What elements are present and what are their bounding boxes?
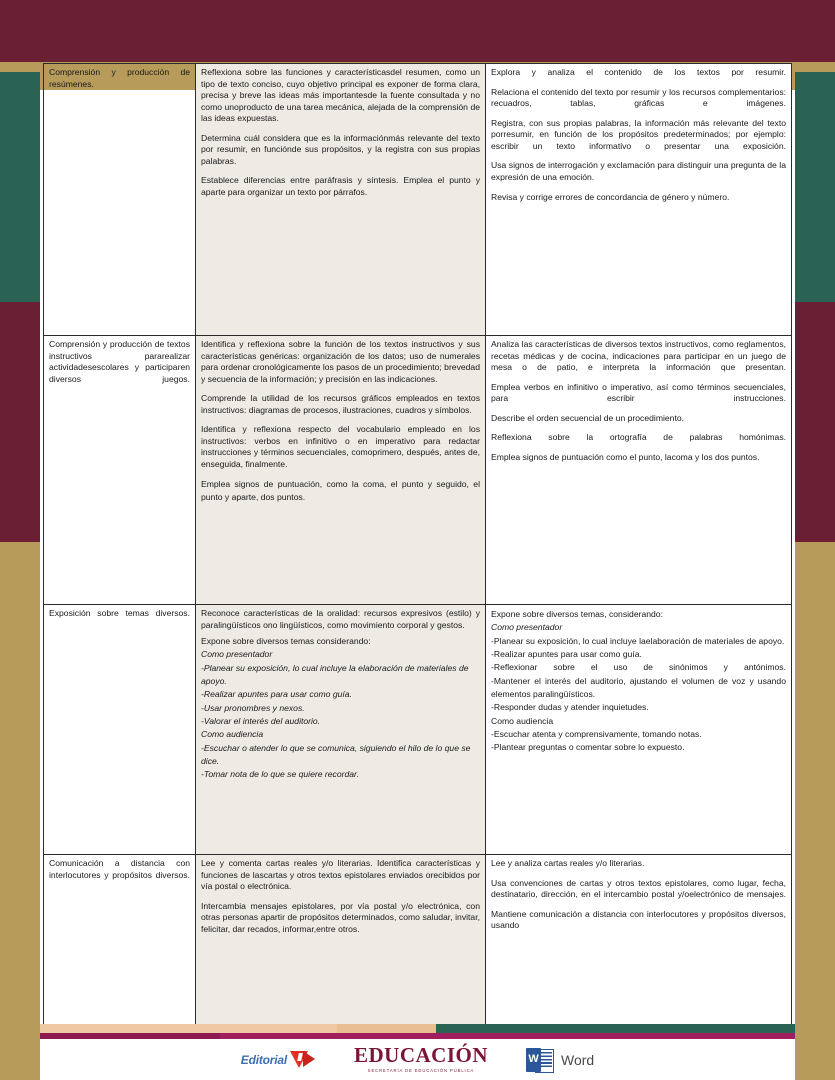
paragraph: -Mantener el interés del auditorio, ajustando el volumen de voz y usando elementos paralingüísticos. bbox=[491, 675, 786, 699]
word-icon bbox=[526, 1048, 554, 1072]
paragraph: Lee y comenta cartas reales y/o literarias. Identifica características y funciones de lascartas y otros textos epistolares enviados orecibidos por vía postal o electrónica. bbox=[201, 858, 480, 892]
paragraph: Como presentador bbox=[491, 622, 563, 633]
footer-teal-stripe bbox=[436, 1024, 795, 1033]
cell-topic bbox=[44, 605, 196, 855]
paragraph: Intercambia mensajes epistolares, por vía postal y/o electrónica, con otras personas apartir de propósitos determinados, como saludar, invitar, felicitar, dar recados, informar,entre otros. bbox=[201, 900, 480, 934]
paragraph: -Usar pronombres y nexos. bbox=[201, 702, 305, 713]
word-label: Word bbox=[561, 1051, 595, 1068]
paragraph: Usa signos de interrogación y exclamación para distinguir una pregunta de la expresión de una emoción. bbox=[491, 160, 786, 182]
paragraph: Reconoce características de la oralidad: recursos expresivos (estilo) y paralingüísticos ono lingüísticos, como movimiento corporal y gestos. bbox=[201, 608, 480, 630]
word-icon-letter: W bbox=[528, 1053, 539, 1065]
paragraph: Relaciona el contenido del texto por resumir y los recursos complementarios: recuadros, tablas, gráficas e imágenes. bbox=[491, 86, 786, 109]
paragraph: Como audiencia bbox=[491, 715, 554, 726]
cell-topic bbox=[44, 336, 196, 605]
editorial-md-logo bbox=[241, 1049, 316, 1071]
paragraph: -Escuchar o atender lo que se comunica, siguiendo el hilo de lo que se dice. bbox=[201, 742, 471, 766]
curriculum-table bbox=[43, 63, 792, 1027]
paragraph: -Plantear preguntas o comentar sobre lo expuesto. bbox=[491, 742, 685, 753]
paragraph: -Planear su exposición, lo cual incluye la elaboración de materiales de apoyo. bbox=[201, 662, 469, 686]
paragraph: Comprende la utilidad de los recursos gráficos empleados en textos instructivos: diagramas de procesos, ilustraciones, cuadros y símbolos. bbox=[201, 393, 480, 415]
topic-text: Comprensión y producción de resúmenes. bbox=[49, 67, 190, 89]
paragraph: Como presentador bbox=[201, 649, 273, 660]
footer-peach-stripe bbox=[40, 1024, 337, 1033]
cell-topic bbox=[44, 855, 196, 1027]
table-row bbox=[44, 64, 792, 336]
editorial-logo-text: Editorial bbox=[240, 1052, 287, 1067]
paragraph: Determina cuál considera que es la informaciónmás relevante del texto por resumir, en funciónde sus propósitos, y la registra con sus propias palabras. bbox=[201, 132, 480, 166]
cell-content-b bbox=[196, 64, 486, 336]
educacion-title: EDUCACIÓN bbox=[354, 1043, 489, 1068]
table-row bbox=[44, 336, 792, 605]
paragraph: -Planear su exposición, lo cual incluye laelaboración de materiales de apoyo. bbox=[491, 635, 785, 646]
content-sheet bbox=[40, 62, 795, 1024]
paragraph: Explora y analiza el contenido de los textos por resumir. bbox=[491, 67, 786, 77]
md-arrow-icon bbox=[290, 1049, 316, 1071]
paragraph: Identifica y reflexiona sobre la función de los textos instructivos y sus características genéricas: organización de los datos; uso de numerales para ordenar cronológicamente los pasos de un procedimiento; brevedad y secuencia de la información; y precisión en las indicaciones. bbox=[201, 339, 480, 384]
paragraph: -Responder dudas y atender inquietudes. bbox=[491, 702, 649, 713]
paragraph: Identifica y reflexiona respecto del vocabulario empleado en los instructivos: verbos en infinitivo o en imperativo para redactar instrucciones y términos secuenciales, comoprimero, después, antes de, enseguida, finalmente. bbox=[201, 424, 480, 469]
word-logo bbox=[526, 1048, 594, 1072]
left-band-maroon bbox=[0, 302, 40, 542]
topic-text: Exposición sobre temas diversos. bbox=[49, 608, 190, 618]
cell-content-b bbox=[196, 605, 486, 855]
left-band-teal bbox=[0, 72, 40, 302]
table-row bbox=[44, 855, 792, 1027]
footer-logo-row bbox=[40, 1039, 795, 1080]
paragraph: Revisa y corrige errores de concordancia de género y número. bbox=[491, 192, 730, 203]
paragraph: -Reflexionar sobre el uso de sinónimos y antónimos. bbox=[491, 662, 786, 673]
cell-content-c bbox=[486, 605, 792, 855]
paragraph: Como audiencia bbox=[201, 729, 264, 740]
right-band-gold bbox=[795, 542, 835, 1080]
paragraph: Emplea verbos en infinitivo o imperativo, así como términos secuenciales, para escribir instrucciones. bbox=[491, 381, 786, 404]
cell-topic bbox=[44, 64, 196, 336]
paragraph: Usa convenciones de cartas y otros textos epistolares, como lugar, fecha, destinatario, dirección, en el intercambio postal y/oelectrónico de mensajes. bbox=[491, 877, 786, 900]
footer-peach-stripe-2 bbox=[337, 1024, 436, 1033]
paragraph: -Realizar apuntes para usar como guía. bbox=[491, 648, 642, 659]
right-decorative-edge bbox=[795, 72, 835, 1080]
paragraph: Expone sobre diversos temas considerando: bbox=[201, 636, 371, 647]
paragraph: Establece diferencias entre paráfrasis y síntesis. Emplea el punto y aparte para organizar un texto por párrafos. bbox=[201, 175, 480, 197]
paragraph: Lee y analiza cartas reales y/o literarias. bbox=[491, 858, 645, 868]
right-band-teal bbox=[795, 72, 835, 302]
topic-text: Comprensión y producción de textos instructivos pararealizar actividadesescolares y participaren diversos juegos. bbox=[49, 339, 190, 384]
paragraph: Reflexiona sobre la ortografía de palabras homónimas. bbox=[491, 432, 786, 443]
paragraph: -Valorar el interés del auditorio. bbox=[201, 715, 321, 726]
paragraph: Expone sobre diversos temas, considerando: bbox=[491, 609, 663, 619]
right-band-maroon bbox=[795, 302, 835, 542]
paragraph: Describe el orden secuencial de un procedimiento. bbox=[491, 412, 684, 423]
paragraph: Reflexiona sobre las funciones y característicasdel resumen, como un tipo de texto conciso, cuyo objetivo principal es exponer de forma clara, precisa y breve las ideas más importantesde la fuente consultada y no como unoproducto de una tarea mecánica, alejada de la comprensión de las ideas expuestas. bbox=[201, 67, 480, 124]
educacion-subtitle: SECRETARÍA DE EDUCACIÓN PÚBLICA bbox=[367, 1068, 475, 1074]
left-decorative-edge bbox=[0, 72, 40, 1080]
paragraph: Emplea signos de puntuación, como la coma, el punto y seguido, el punto y aparte, dos puntos. bbox=[201, 479, 480, 503]
page-footer bbox=[0, 1024, 835, 1080]
left-band-gold bbox=[0, 542, 40, 1080]
paragraph: Registra, con sus propias palabras, la información más relevante del texto porresumir, en función de los propósitos predeterminados; por ejemplo: escribir un texto informativo o presentar una exposición. bbox=[491, 117, 786, 151]
paragraph: Mantiene comunicación a distancia con interlocutores y propósitos diversos, usando bbox=[491, 908, 786, 931]
educacion-sep-logo bbox=[354, 1045, 488, 1073]
paragraph: -Escuchar atenta y comprensivamente, tomando notas. bbox=[491, 728, 702, 739]
paragraph: Analiza las características de diversos textos instructivos, como reglamentos, recetas médicas y de cocina, indicaciones para participar en un juego de mesa o de patio, e interpreta la información que presentan. bbox=[491, 339, 786, 373]
cell-content-b bbox=[196, 336, 486, 605]
table-row bbox=[44, 605, 792, 855]
paragraph: Emplea signos de puntuación como el punto, lacoma y los dos puntos. bbox=[491, 451, 760, 462]
cell-content-c bbox=[486, 855, 792, 1027]
cell-content-c bbox=[486, 64, 792, 336]
topic-text: Comunicación a distancia con interlocutores y propósitos diversos. bbox=[49, 858, 190, 880]
top-maroon-band bbox=[0, 0, 835, 62]
cell-content-b bbox=[196, 855, 486, 1027]
cell-content-c bbox=[486, 336, 792, 605]
paragraph: -Tomar nota de lo que se quiere recordar. bbox=[201, 769, 359, 780]
paragraph: -Realizar apuntes para usar como guía. bbox=[201, 689, 352, 700]
